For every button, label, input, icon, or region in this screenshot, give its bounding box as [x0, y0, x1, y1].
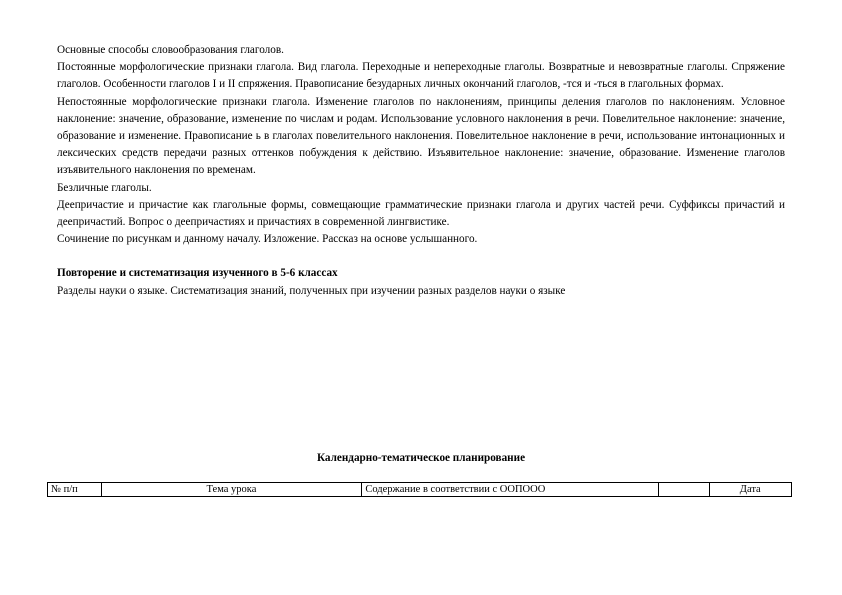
document-body: [57, 42, 785, 300]
section-text: Разделы науки о языке. Систематизация знаний, полученных при изучении разных разделов науки о языке: [57, 284, 566, 297]
column-empty: [658, 483, 709, 497]
planning-table: [47, 482, 792, 497]
column-number: № п/п: [48, 483, 102, 497]
paragraph-moods: Непостоянные морфологические признаки глагола. Изменение глаголов по наклонениям, принципы деления глаголов по наклонениям. Условное наклонение: значение, образование, изменение по числам и родам. Использование условного наклонения в речи. Повелительное наклонение: значение, образование и изменение. Правописание ь в глаголах повелительного наклонения. Повелительное наклонение в речи, использование интонационных и лексических средств передачи разных оттенков побуждения к действию. Изъявительное наклонение: значение, образование. Изменение глаголов изъявительного наклонения по временам.: [57, 95, 785, 177]
spacer: [57, 248, 785, 265]
paragraph-word-formation: Основные способы словообразования глаголов.: [57, 44, 284, 56]
paragraph-participles: Деепричастие и причастие как глагольные формы, совмещающие грамматические признаки глагола и других частей речи. Суффиксы причастий и деепричастий. Вопрос о деепричастиях и причастиях в современной лингвистике.: [57, 198, 785, 229]
column-date: Дата: [709, 483, 791, 497]
planning-title: Календарно-тематическое планирование: [316, 452, 526, 464]
paragraph-composition: Сочинение по рисункам и данному началу. Изложение. Рассказ на основе услышанного.: [57, 233, 478, 246]
paragraph-constant-features: Постоянные морфологические признаки глагола. Вид глагола. Переходные и непереходные глаголы. Возвратные и невозвратные глаголы. Спряжение глаголов. Особенности глаголов I и II спряжения. Правописание безударных личных окончаний глаголов, -тся и -ться в глагольных формах.: [57, 61, 785, 91]
column-content: Содержание в соответствии с ООПООО: [362, 483, 659, 497]
paragraph-impersonal-verbs: Безличные глаголы.: [57, 181, 152, 194]
column-lesson-topic: Тема урока: [101, 483, 362, 497]
planning-table-header-row: [48, 483, 792, 497]
section-heading: Повторение и систематизация изученного в 5-6 классах: [57, 267, 338, 280]
